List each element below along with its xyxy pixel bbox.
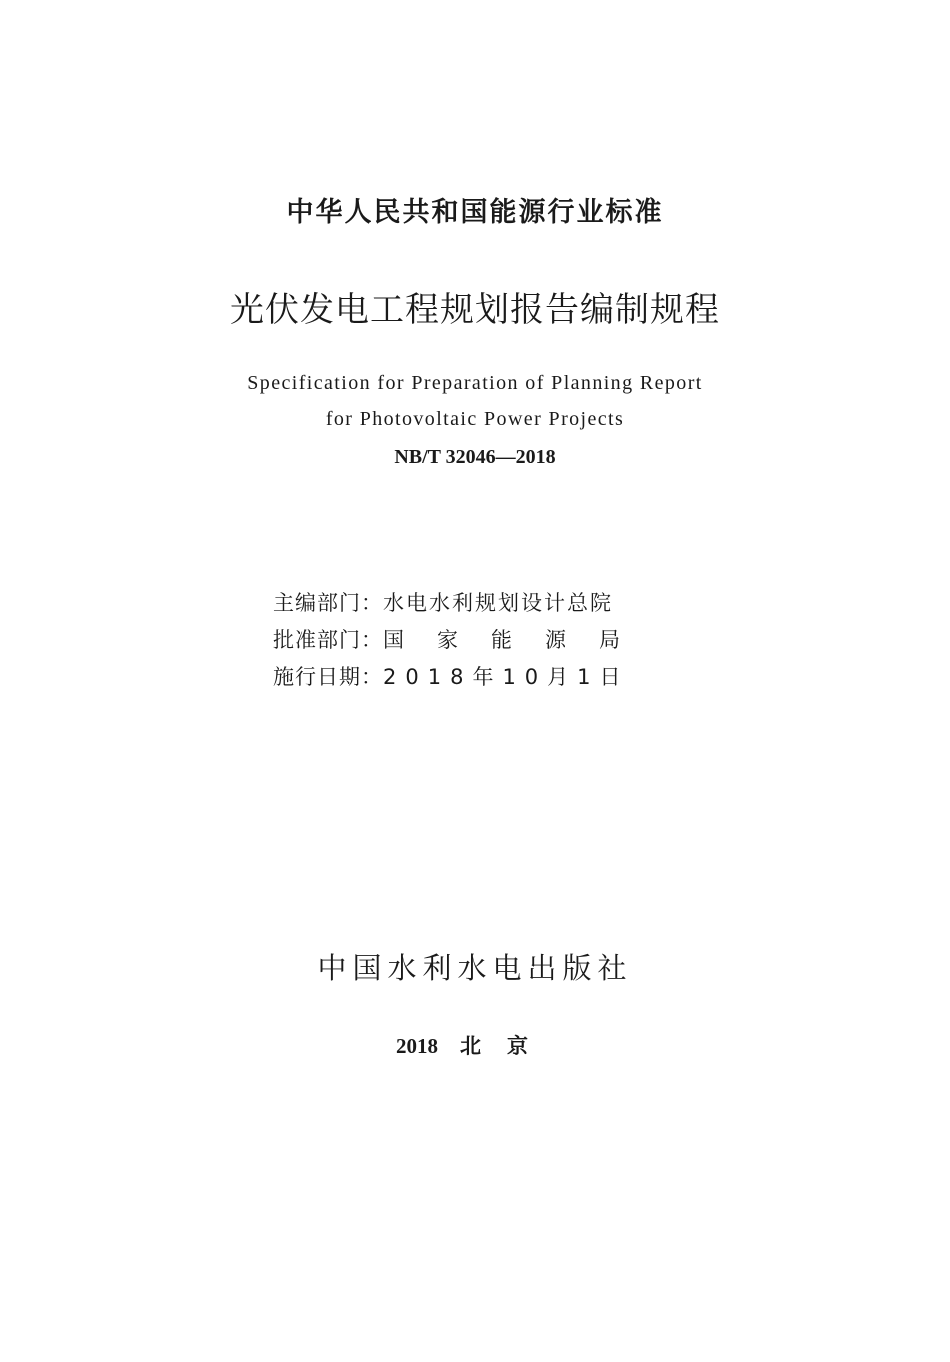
approver-row [273, 622, 653, 659]
editor-label: 主编部门 [273, 591, 361, 615]
publisher-name: 中国水利水电出版社 [317, 951, 633, 985]
publication-year: 2018 [396, 1034, 438, 1058]
separator: ： [361, 628, 382, 652]
publication-details [273, 585, 653, 696]
publication-place [0, 1030, 950, 1060]
title-english-line-1: Specification for Preparation of Planning Report [247, 372, 703, 394]
standard-organization: 中华人民共和国能源行业标准 [286, 197, 664, 228]
effective-date-value: 2018年10月1日 [383, 665, 630, 689]
title-english-line-2: for Photovoltaic Power Projects [325, 408, 625, 430]
approver-value: 国家能源局 [383, 628, 653, 652]
separator: ： [361, 665, 382, 689]
effective-date-row [273, 659, 653, 696]
title-chinese: 光伏发电工程规划报告编制规程 [230, 290, 720, 330]
standard-code: NB/T 32046—2018 [394, 446, 556, 468]
approver-label: 批准部门 [273, 628, 361, 652]
effective-date-label: 施行日期 [273, 665, 361, 689]
publication-city: 北京 [460, 1034, 554, 1058]
separator: ： [361, 591, 382, 615]
editor-row [273, 585, 653, 622]
editor-value: 水电水利规划设计总院 [383, 591, 613, 615]
